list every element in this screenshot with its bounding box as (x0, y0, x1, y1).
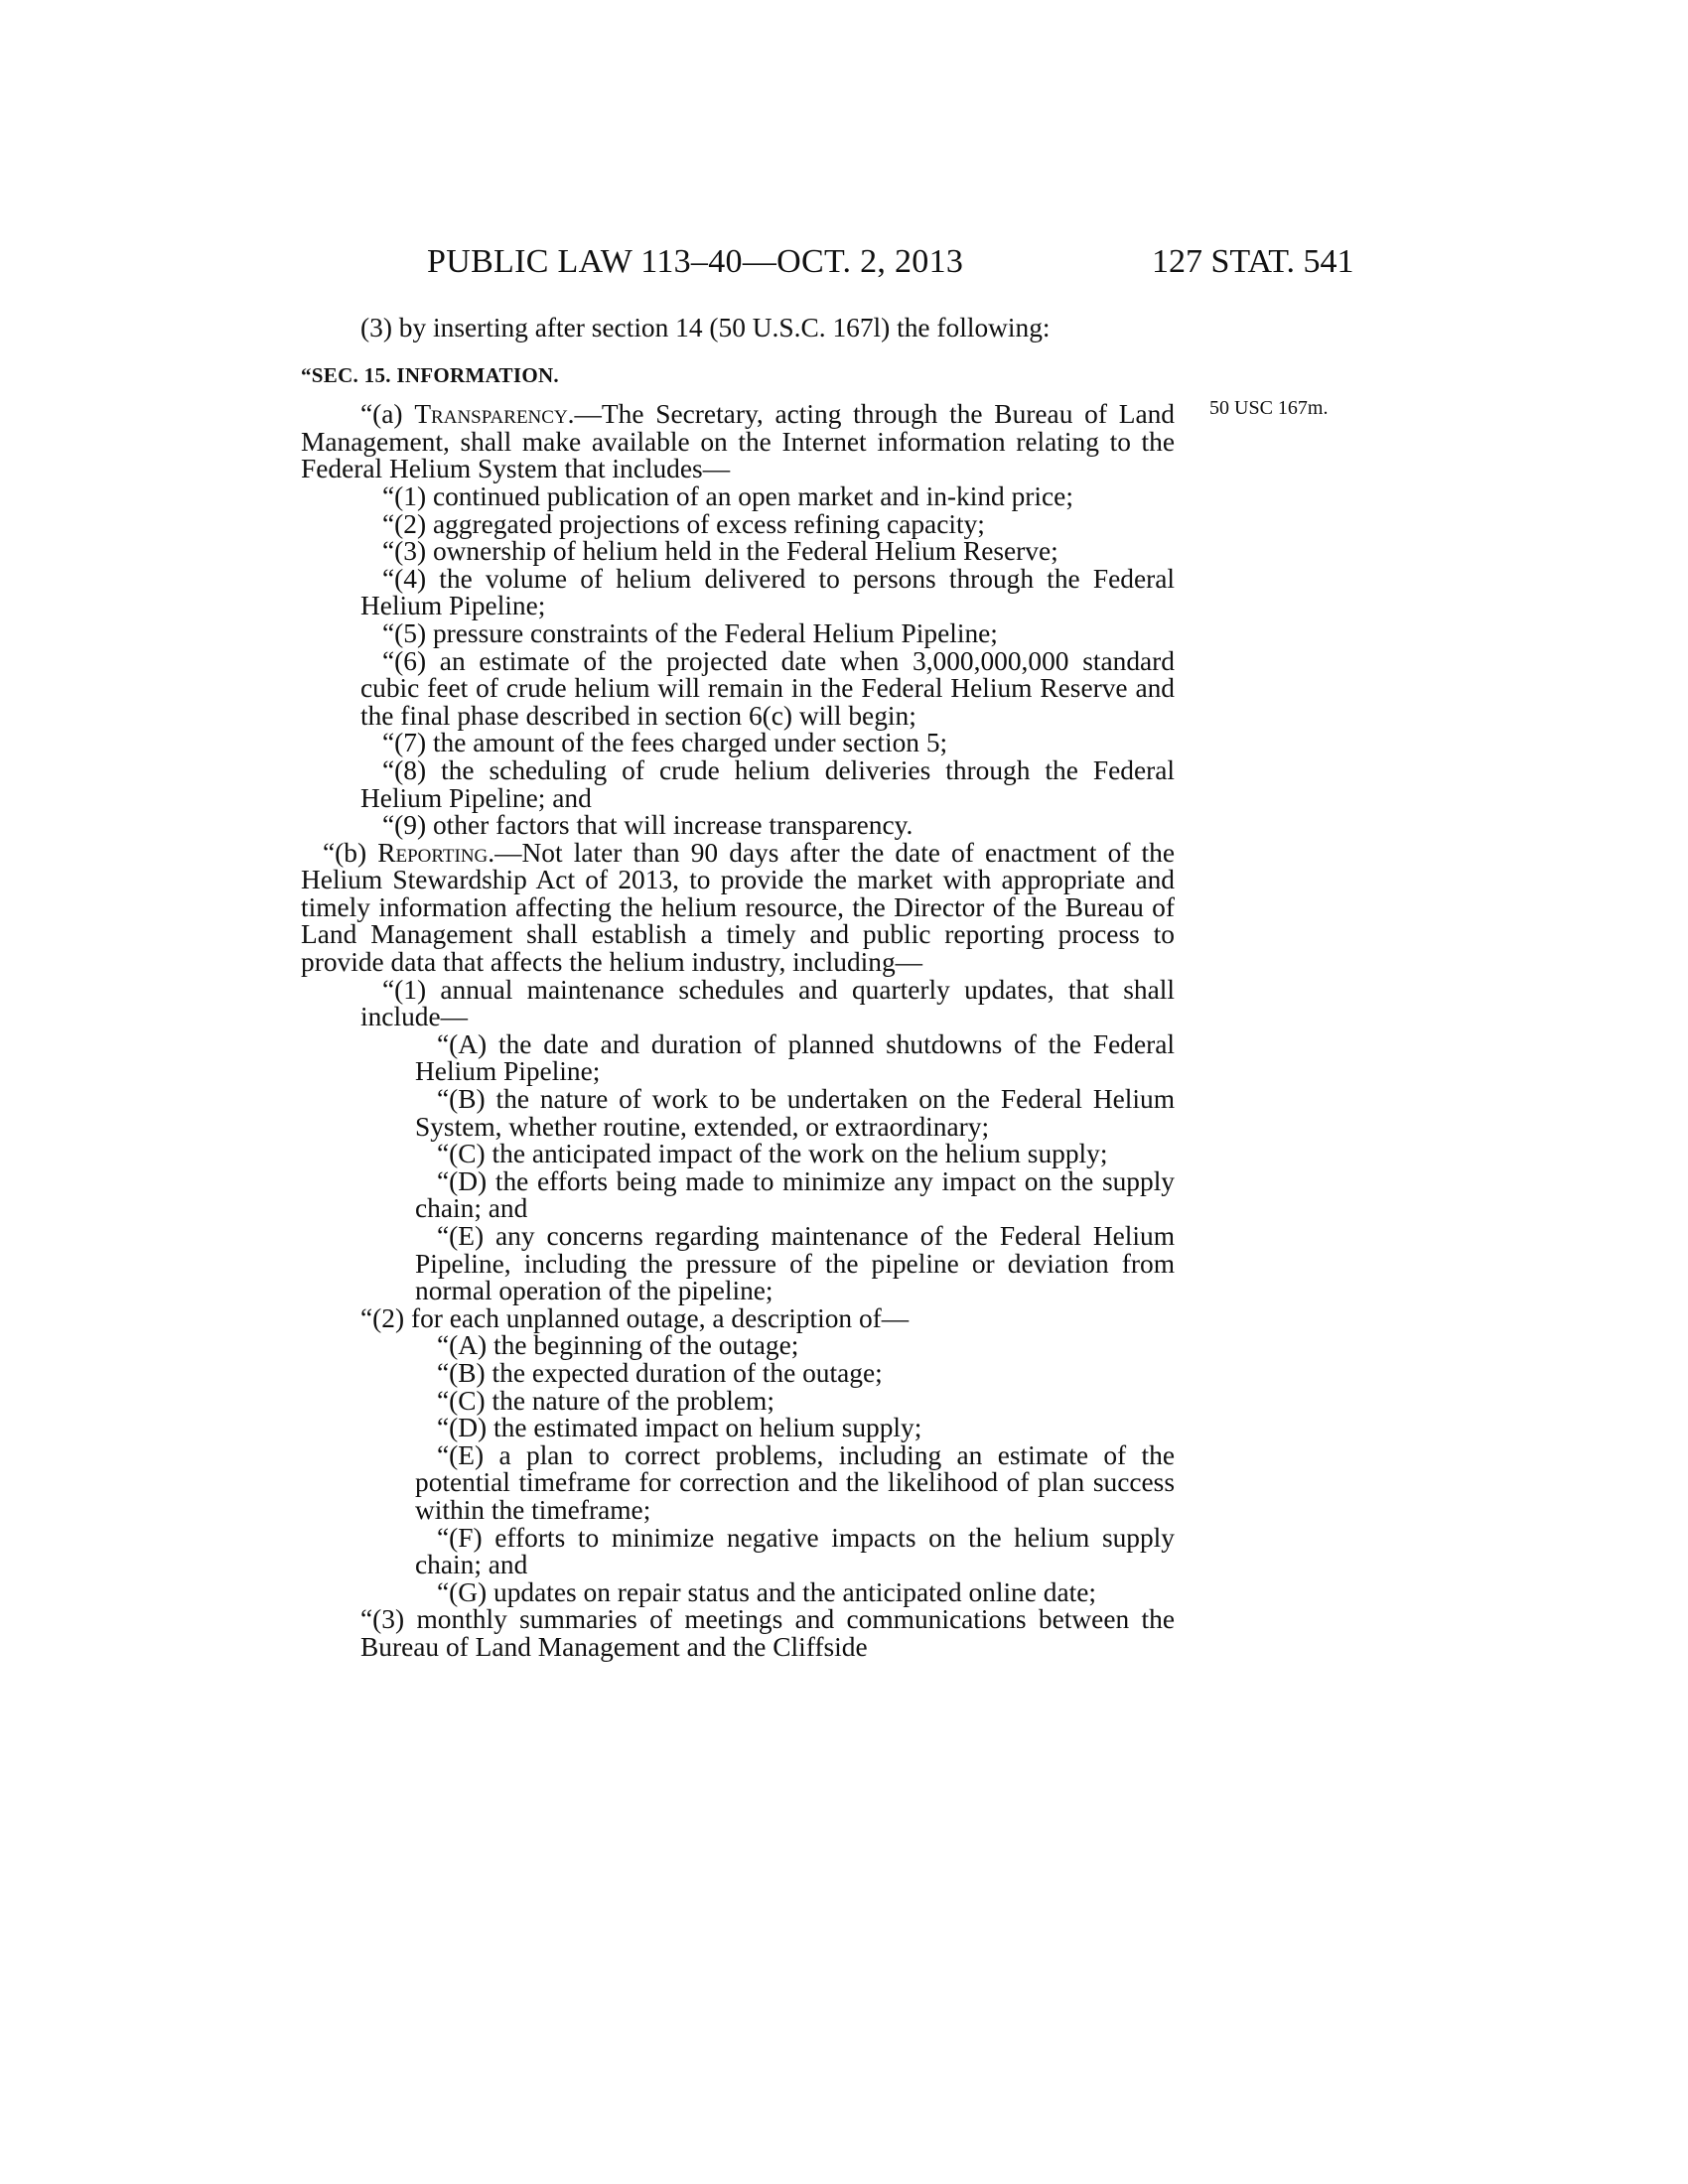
intro-paragraph: (3) by inserting after section 14 (50 U.S.C. 167l) the following: (360, 313, 1051, 342)
b-item-2: “(2) for each unplanned outage, a description of— (360, 1302, 910, 1333)
document-body (301, 315, 1175, 1662)
b-item-2-C: “(C) the nature of the problem; (437, 1385, 774, 1416)
subsection-a (301, 401, 1175, 483)
a-item-8: “(8) the scheduling of crude helium deliveries through the Federal Helium Pipeline; and (360, 754, 1175, 813)
subsection-b-open: “(b) (323, 837, 378, 868)
subsection-b-text: .—Not later than 90 days after the date of enactment of the Helium Stewardship Act of 2013, to provide the market with appropriate and timely information affecting the helium resource, the Director of the Bureau of Land Management shall establish a timely and public reporting process to provide data that affects the helium industry, including— (301, 837, 1175, 978)
b-item-2-E: “(E) a plan to correct problems, including an estimate of the potential timeframe for correction and the likelihood of plan success within the timeframe; (415, 1439, 1175, 1525)
b-item-2-B: “(B) the expected duration of the outage; (437, 1357, 883, 1388)
b-item-1: “(1) annual maintenance schedules and quarterly updates, that shall include— (360, 974, 1175, 1032)
subsection-b-heading: Reporting (377, 837, 489, 868)
subsection-a-heading: Transparency (414, 399, 568, 430)
section-heading: “SEC. 15. INFORMATION. (301, 362, 559, 387)
a-item-4: “(4) the volume of helium delivered to persons through the Federal Helium Pipeline; (360, 563, 1175, 621)
a-item-2: “(2) aggregated projections of excess refining capacity; (382, 508, 985, 539)
a-item-5: “(5) pressure constraints of the Federal Helium Pipeline; (382, 617, 998, 648)
subsection-a-text: .—The Secretary, acting through the Bureau of Land Management, shall make available on the Internet information relating to the Federal Helium System that includes— (301, 399, 1175, 484)
b-item-3: “(3) monthly summaries of meetings and communications between the Bureau of Land Management and the Cliffside (360, 1604, 1175, 1662)
b-item-1-E: “(E) any concerns regarding maintenance of the Federal Helium Pipeline, including the pressure of the pipeline or deviation from normal operation of the pipeline; (415, 1221, 1175, 1306)
subsection-b (301, 837, 1175, 978)
statute-page-number: 127 STAT. 541 (1152, 243, 1354, 280)
b-item-2-A: “(A) the beginning of the outage; (437, 1330, 799, 1361)
b-item-2-G: “(G) updates on repair status and the anticipated online date; (437, 1576, 1096, 1607)
running-header-title: PUBLIC LAW 113–40—OCT. 2, 2013 (427, 243, 964, 280)
b-item-1-D: “(D) the efforts being made to minimize any impact on the supply chain; and (415, 1165, 1175, 1224)
a-item-1: “(1) continued publication of an open market and in-kind price; (382, 480, 1073, 511)
a-item-7: “(7) the amount of the fees charged under section 5; (382, 728, 948, 758)
b-item-1-B: “(B) the nature of work to be undertaken on the Federal Helium System, whether routine, extended, or extraordinary; (415, 1084, 1175, 1142)
b-item-1-C: “(C) the anticipated impact of the work on the helium supply; (437, 1139, 1108, 1169)
margin-citation-note: 50 USC 167m. (1209, 397, 1329, 419)
b-item-2-F: “(F) efforts to minimize negative impacts on the helium supply chain; and (415, 1522, 1175, 1580)
a-item-6: “(6) an estimate of the projected date when 3,000,000,000 standard cubic feet of crude helium will remain in the Federal Helium Reserve and the final phase described in section 6(c) will begin; (360, 645, 1175, 731)
b-item-1-A: “(A) the date and duration of planned shutdowns of the Federal Helium Pipeline; (415, 1028, 1175, 1087)
a-item-9: “(9) other factors that will increase transparency. (382, 810, 914, 841)
b-item-2-D: “(D) the estimated impact on helium supply; (437, 1413, 922, 1443)
a-item-3: “(3) ownership of helium held in the Federal Helium Reserve; (382, 536, 1058, 567)
subsection-a-open: “(a) (360, 399, 415, 430)
